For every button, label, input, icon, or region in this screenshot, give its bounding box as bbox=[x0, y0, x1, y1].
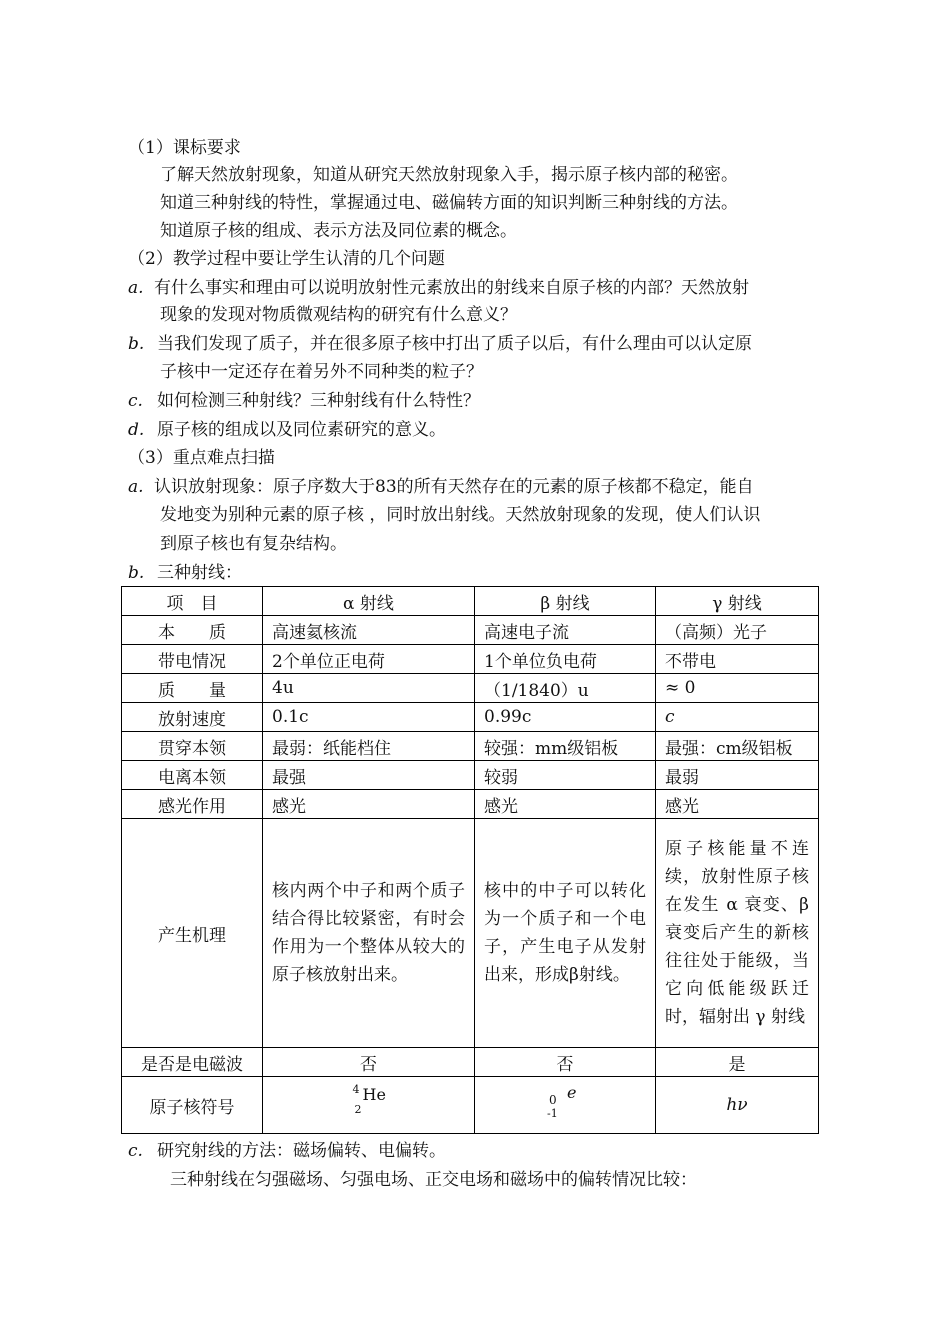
cell-beta: （1/1840）u bbox=[475, 674, 656, 703]
item-c-marker: c. bbox=[128, 391, 143, 411]
cell-beta: 较强：mm级铝板 bbox=[475, 732, 656, 761]
table-row bbox=[122, 645, 819, 674]
row-label: 原子核符号 bbox=[122, 1077, 263, 1134]
rays-comparison-table bbox=[121, 586, 819, 1134]
row-label: 贯穿本领 bbox=[122, 732, 263, 761]
table-row bbox=[122, 674, 819, 703]
cell-alpha: 4u bbox=[263, 674, 475, 703]
section1-line-1: 了解天然放射现象，知道从研究天然放射现象入手，揭示原子核内部的秘密。 bbox=[160, 165, 738, 185]
cell-alpha: 高速氦核流 bbox=[263, 616, 475, 645]
header-beta: β 射线 bbox=[475, 587, 656, 616]
mass-number: 4 bbox=[352, 1082, 360, 1096]
cell-beta bbox=[475, 1077, 656, 1134]
row-label: 产生机理 bbox=[122, 819, 263, 1048]
electron-symbol bbox=[545, 1083, 585, 1123]
header-item: 项 目 bbox=[122, 587, 263, 616]
s3-item-a-line-3: 到原子核也有复杂结构。 bbox=[160, 534, 347, 554]
header-alpha: α 射线 bbox=[263, 587, 475, 616]
s3-item-b-marker: b. bbox=[128, 563, 145, 583]
row-label: 质 量 bbox=[122, 674, 263, 703]
section1-line-3: 知道原子核的组成、表示方法及同位素的概念。 bbox=[160, 221, 517, 241]
cell-alpha: 最弱：纸能档住 bbox=[263, 732, 475, 761]
table-row bbox=[122, 703, 819, 732]
cell-gamma: ≈ 0 bbox=[656, 674, 819, 703]
cell-gamma: 感光 bbox=[656, 790, 819, 819]
cell-gamma: 不带电 bbox=[656, 645, 819, 674]
element-symbol: e bbox=[567, 1082, 577, 1102]
row-label: 放射速度 bbox=[122, 703, 263, 732]
section1-heading: （1）课标要求 bbox=[128, 138, 241, 158]
table-row-symbol bbox=[122, 1077, 819, 1134]
table-row-em-wave bbox=[122, 1048, 819, 1077]
row-label: 本 质 bbox=[122, 616, 263, 645]
cell-gamma: c bbox=[656, 703, 819, 732]
cell-gamma: （高频）光子 bbox=[656, 616, 819, 645]
item-a-line-1: 有什么事实和理由可以说明放射性元素放出的射线来自原子核的内部？天然放射 bbox=[154, 278, 749, 298]
section1-line-2: 知道三种射线的特性，掌握通过电、磁偏转方面的知识判断三种射线的方法。 bbox=[160, 193, 738, 213]
s3-item-a-marker: a. bbox=[128, 477, 144, 497]
cell-alpha: 最强 bbox=[263, 761, 475, 790]
s3-item-a-line-1: 认识放射现象：原子序数大于83的所有天然存在的元素的原子核都不稳定，能自 bbox=[154, 477, 754, 497]
s3-item-b-text: 三种射线： bbox=[157, 563, 242, 583]
row-label: 是否是电磁波 bbox=[122, 1048, 263, 1077]
table-row bbox=[122, 732, 819, 761]
item-d-marker: d. bbox=[128, 420, 145, 440]
row-label: 电离本领 bbox=[122, 761, 263, 790]
closing-line: 三种射线在匀强磁场、匀强电场、正交电场和磁场中的偏转情况比较： bbox=[170, 1170, 697, 1190]
mass-number: 0 bbox=[549, 1092, 557, 1107]
cell-alpha bbox=[263, 1077, 475, 1134]
item-d-line-1: 原子核的组成以及同位素研究的意义。 bbox=[157, 420, 446, 440]
item-b-marker: b. bbox=[128, 334, 145, 354]
cell-beta: 核中的中子可以转化为一个质子和一个电子，产生电子从发射出来，形成β射线。 bbox=[475, 819, 656, 1048]
cell-beta: 1个单位负电荷 bbox=[475, 645, 656, 674]
cell-alpha: 否 bbox=[263, 1048, 475, 1077]
row-label: 感光作用 bbox=[122, 790, 263, 819]
cell-beta: 高速电子流 bbox=[475, 616, 656, 645]
cell-beta: 较弱 bbox=[475, 761, 656, 790]
cell-alpha: 0.1c bbox=[263, 703, 475, 732]
table-row bbox=[122, 616, 819, 645]
table-row bbox=[122, 761, 819, 790]
item-c-line-1: 如何检测三种射线？三种射线有什么特性？ bbox=[157, 391, 480, 411]
element-symbol: He bbox=[362, 1084, 386, 1104]
table-header-row bbox=[122, 587, 819, 616]
cell-alpha: 核内两个中子和两个质子结合得比较紧密，有时会作用为一个整体从较大的原子核放射出来。 bbox=[263, 819, 475, 1048]
row-label: 带电情况 bbox=[122, 645, 263, 674]
cell-gamma: 是 bbox=[656, 1048, 819, 1077]
cell-gamma: 原子核能量不连续，放射性原子核在发生 α 衰变、β衰变后产生的新核往往处于能级，当它向低能级跃迁时，辐射出 γ 射线 bbox=[656, 819, 819, 1048]
cell-beta: 感光 bbox=[475, 790, 656, 819]
cell-beta: 否 bbox=[475, 1048, 656, 1077]
cell-alpha: 2个单位正电荷 bbox=[263, 645, 475, 674]
item-a-line-2: 现象的发现对物质微观结构的研究有什么意义？ bbox=[160, 305, 517, 325]
table-row bbox=[122, 790, 819, 819]
helium-nucleus-symbol bbox=[349, 1083, 389, 1123]
s3-item-c-marker: c. bbox=[128, 1141, 143, 1161]
charge-number: 2 bbox=[354, 1102, 362, 1116]
header-gamma: γ 射线 bbox=[656, 587, 819, 616]
s3-item-c-text: 研究射线的方法：磁场偏转、电偏转。 bbox=[157, 1141, 446, 1161]
table-row-mechanism bbox=[122, 819, 819, 1048]
charge-number: -1 bbox=[547, 1106, 558, 1120]
section2-heading: （2）教学过程中要让学生认清的几个问题 bbox=[128, 249, 445, 269]
item-a-marker: a. bbox=[128, 278, 144, 298]
item-b-line-2: 子核中一定还存在着另外不同种类的粒子？ bbox=[160, 362, 483, 382]
item-b-line-1: 当我们发现了质子，并在很多原子核中打出了质子以后，有什么理由可以认定原 bbox=[157, 334, 752, 354]
cell-gamma: hν bbox=[656, 1077, 819, 1134]
cell-gamma: 最强：cm级铝板 bbox=[656, 732, 819, 761]
cell-alpha: 感光 bbox=[263, 790, 475, 819]
cell-beta: 0.99c bbox=[475, 703, 656, 732]
cell-gamma: 最弱 bbox=[656, 761, 819, 790]
s3-item-a-line-2: 发地变为别种元素的原子核 ，同时放出射线。天然放射现象的发现，使人们认识 bbox=[160, 505, 761, 525]
section3-heading: （3）重点难点扫描 bbox=[128, 448, 275, 468]
